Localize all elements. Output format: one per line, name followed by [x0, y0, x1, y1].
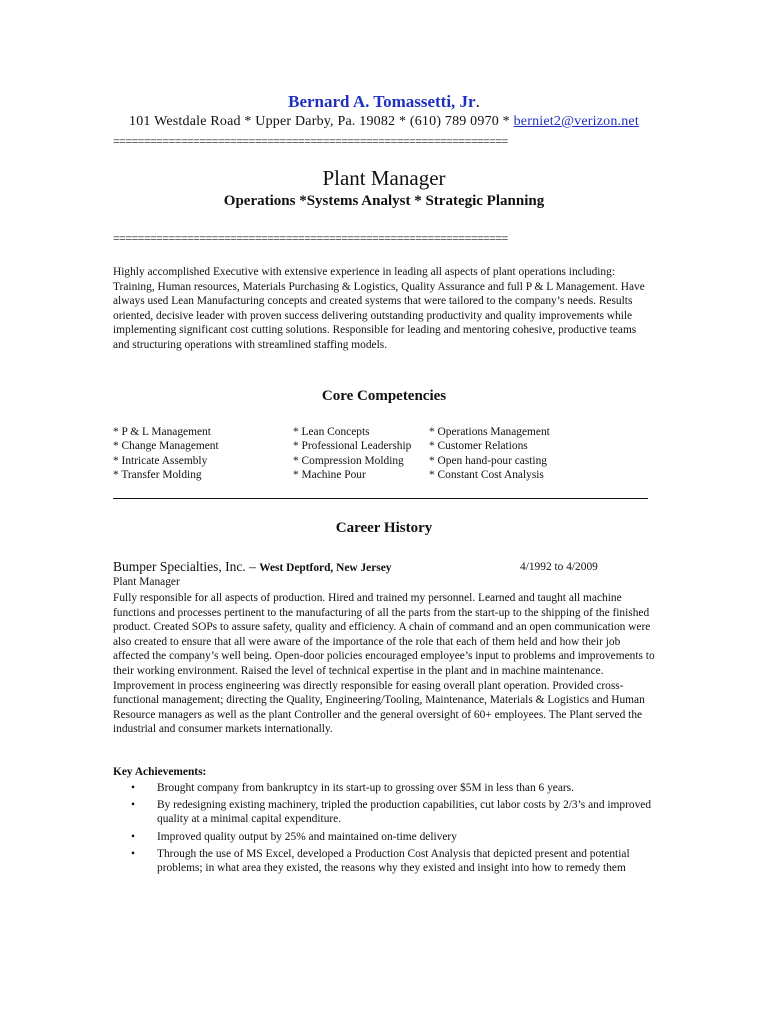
candidate-name-text: Bernard A. Tomassetti, Jr	[288, 92, 476, 111]
competency-item: * P & L Management	[113, 426, 211, 438]
list-item	[113, 847, 658, 875]
bullet-icon: •	[131, 847, 135, 860]
company-location: West Deptford, New Jersey	[259, 562, 392, 574]
company-name: Bumper Specialties, Inc. –	[113, 559, 260, 574]
competency-item: * Operations Management	[429, 426, 550, 438]
divider-rule-top: ================================================================	[113, 137, 508, 145]
competency-item: * Compression Molding	[293, 454, 404, 467]
achievement-text: Improved quality output by 25% and maintained on-time delivery	[157, 830, 457, 843]
contact-line	[0, 114, 768, 130]
bullet-icon: •	[131, 799, 135, 812]
career-history-heading: Career History	[335, 520, 433, 536]
job-title: Plant Manager	[322, 166, 446, 190]
list-item	[113, 798, 658, 826]
employment-dates: 4/1992 to 4/2009	[520, 561, 598, 573]
horizontal-divider	[113, 498, 648, 499]
competency-item: * Customer Relations	[429, 440, 528, 453]
key-achievements-label: Key Achievements:	[113, 766, 207, 778]
competency-item: * Change Management	[113, 440, 219, 453]
competency-item: * Open hand-pour casting	[429, 454, 547, 467]
competencies-column-1	[113, 425, 219, 483]
candidate-name	[0, 92, 768, 112]
competency-item: * Machine Pour	[293, 469, 366, 482]
name-period: .	[475, 92, 480, 111]
divider-rule-bottom: ================================================================	[113, 234, 508, 242]
summary-paragraph: Highly accomplished Executive with extensive experience in leading all aspects of plant operations including: Training, Human resources, Materials Purchasing & Logistics, Quality Assurance and full P & L Management. Have always used Lean Manufacturing concepts and created systems that were tailored to the company’s needs. Results oriented, decisive leader with proven success delivering outstanding productivity and quality improvements while implementing significant cost cutting solutions. Responsible for leading and mentoring cohesive, productive teams and structuring operations with streamlined staffing models.	[113, 266, 645, 351]
competency-item: * Professional Leadership	[293, 440, 412, 453]
achievements-list	[113, 781, 658, 878]
employer-line	[113, 559, 391, 575]
role-title: Plant Manager	[113, 576, 180, 588]
email-link[interactable]: berniet2@verizon.net	[513, 114, 639, 129]
competencies-column-3	[429, 425, 550, 483]
competency-item: * Lean Concepts	[293, 426, 370, 438]
competencies-column-2	[293, 425, 411, 483]
achievement-text: Through the use of MS Excel, developed a Production Cost Analysis that depicted present and potential problems; in what area they existed, the reasons why they existed and insight into how to remedy them	[157, 847, 630, 875]
job-subtitle: Operations *Systems Analyst * Strategic Planning	[223, 193, 545, 209]
address-text: 101 Westdale Road * Upper Darby, Pa. 19082 * (610) 789 0970 *	[129, 114, 514, 129]
list-item	[113, 830, 658, 844]
core-competencies-heading: Core Competencies	[321, 388, 447, 404]
competency-item: * Transfer Molding	[113, 469, 202, 482]
role-description: Fully responsible for all aspects of production. Hired and trained my personnel. Learned and taught all machine functions and processes pertinent to the manufacturing of all the parts from the start-up to the shipping of the finished product. Created SOPs to assure safety, quality and efficiency. A chain of command and an open communication were also created to ensure that all were aware of the importance of the role that each of them held and how their job affected the company’s well being. Open-door policies encouraged employee’s input to problems and improvements to their working environment. Raised the level of technical expertise in the plant and in machine maintenance. Improvement in process engineering was directly responsible for easing overall plant operation. Provided cross-functional management; directing the Quality, Engineering/Tooling, Maintenance, Materials & Logistics and Human Resource managers as well as the plant Controller and the general oversight of 60+ employees. The Plant served the industrial and consumer markets internationally.	[113, 592, 655, 736]
achievement-text: By redesigning existing machinery, tripled the production capabilities, cut labor costs by 2/3’s and improved quality at a minimal capital expenditure.	[157, 799, 652, 826]
bullet-icon: •	[131, 782, 135, 794]
list-item	[113, 781, 658, 795]
bullet-icon: •	[131, 830, 135, 843]
competency-item: * Constant Cost Analysis	[429, 469, 544, 482]
competency-item: * Intricate Assembly	[113, 454, 208, 467]
achievement-text: Brought company from bankruptcy in its start-up to grossing over $5M in less than 6 years.	[157, 782, 574, 794]
